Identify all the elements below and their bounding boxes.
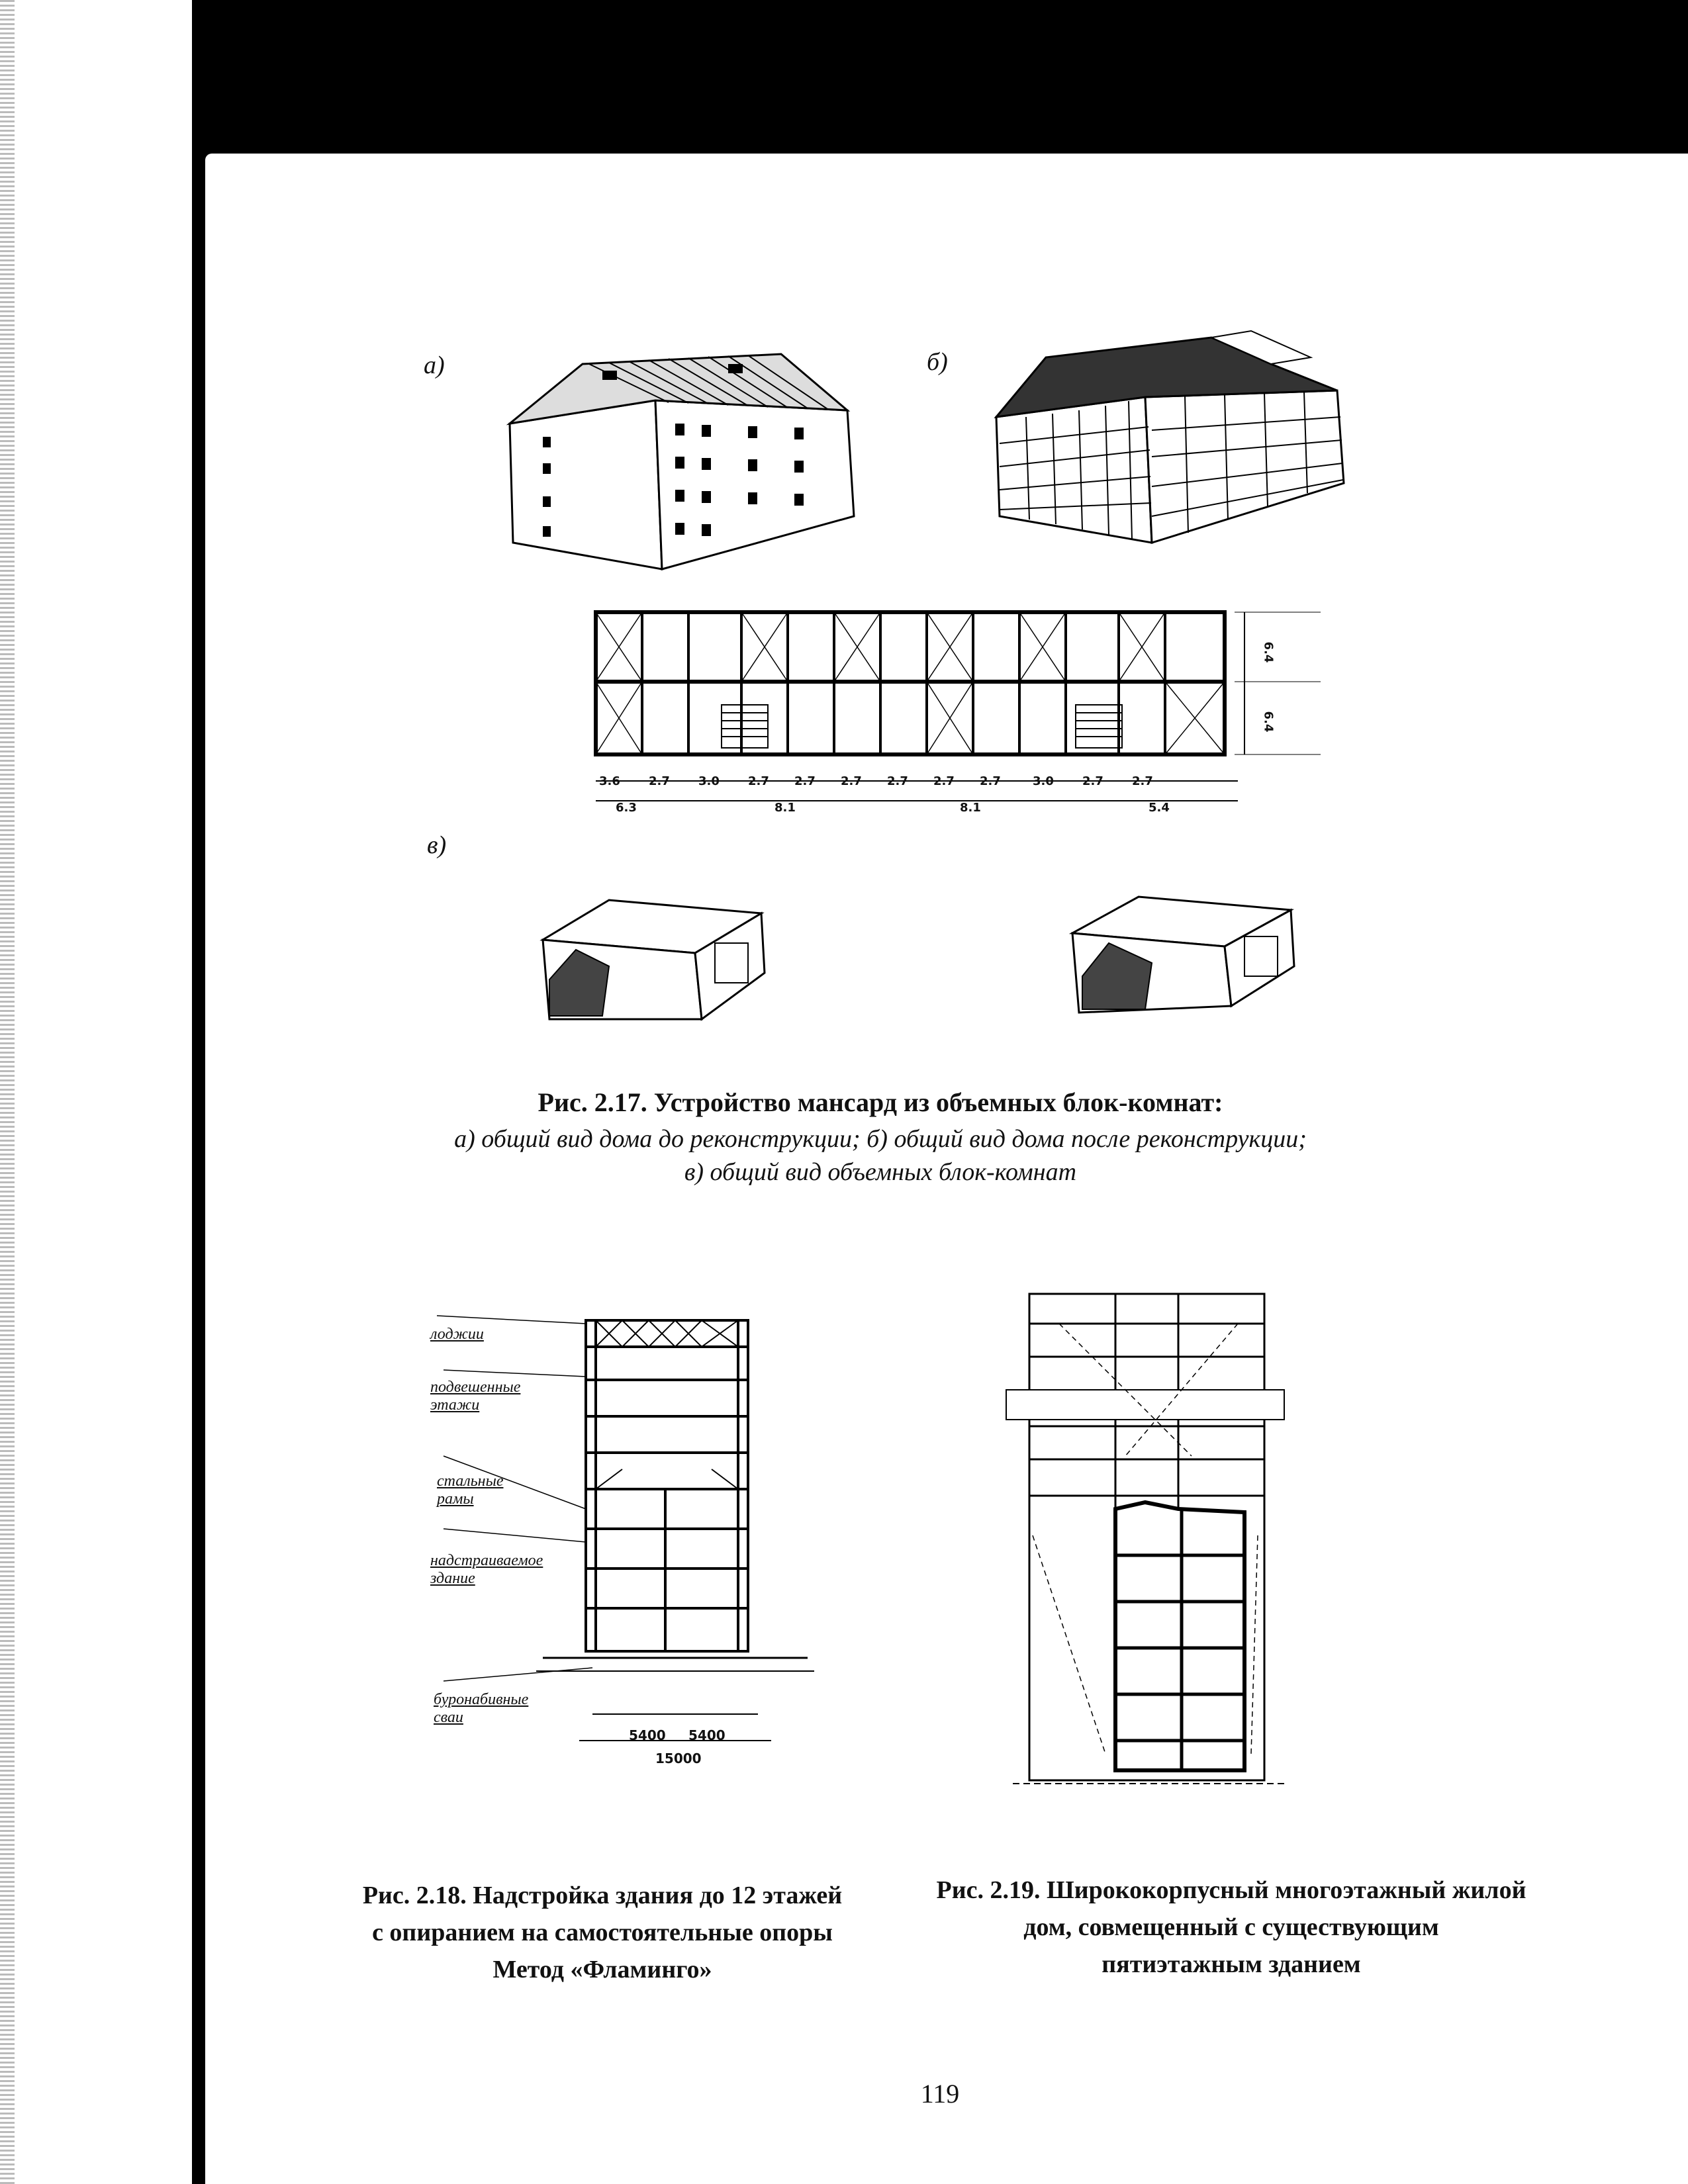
page-number: 119 xyxy=(920,2079,960,2109)
fig217-label-a: а) xyxy=(424,351,445,379)
fig218-caption-line1: Рис. 2.18. Надстройка здания до 12 этажей xyxy=(362,1882,843,1909)
fig218-caption-line2: с опиранием на самостоятельные опоры xyxy=(372,1919,833,1946)
block-room-left-drawing xyxy=(536,880,774,1046)
plan-dim-12: 2.7 xyxy=(1132,774,1153,788)
plan-dim-right-1: 6.4 xyxy=(1261,641,1276,663)
fig217-title: Рис. 2.17. Устройство мансард из объемных блок-комнат: xyxy=(538,1087,1223,1117)
plan-dim-bottom-4: 5.4 xyxy=(1149,801,1170,815)
fig219-caption-line1: Рис. 2.19. Ширококорпусный многоэтажный жилой xyxy=(936,1876,1526,1904)
fig217-label-b: б) xyxy=(927,348,948,376)
plan-dim-9: 2.7 xyxy=(980,774,1001,788)
callout-steel-frames: стальные рамы xyxy=(437,1473,504,1508)
plan-dim-6: 2.7 xyxy=(841,774,862,788)
fig219-caption-line3: пятиэтажным зданием xyxy=(1102,1950,1361,1978)
block-room-right-drawing xyxy=(1066,880,1304,1046)
floor-plan-drawing xyxy=(583,599,1337,824)
fig217-label-v: в) xyxy=(427,831,447,859)
building-before-drawing xyxy=(503,344,874,582)
fig217-subtitle-line1: а) общий вид дома до реконструкции; б) общий вид дома после реконструкции; xyxy=(454,1125,1307,1153)
plan-dim-3: 3.0 xyxy=(698,774,720,788)
plan-dim-8: 2.7 xyxy=(933,774,955,788)
callout-loggias: лоджии xyxy=(430,1326,484,1343)
callout-building-extension: надстраиваемое здание xyxy=(430,1552,543,1587)
fig219-caption-line2: дом, совмещенный с существующим xyxy=(1023,1913,1439,1941)
plan-dim-bottom-3: 8.1 xyxy=(960,801,981,815)
plan-dim-5: 2.7 xyxy=(794,774,816,788)
wide-body-building-drawing xyxy=(927,1291,1403,1820)
page-margin-left xyxy=(0,0,192,2184)
building-after-drawing xyxy=(993,318,1364,549)
plan-dim-11: 2.7 xyxy=(1082,774,1103,788)
fig218-dim-left: 5400 xyxy=(629,1727,666,1743)
callout-suspended-floors: подвешенные этажи xyxy=(430,1379,521,1414)
plan-dim-right-2: 6.4 xyxy=(1261,711,1276,733)
fig218-dim-right: 5400 xyxy=(688,1727,726,1743)
plan-dim-2: 2.7 xyxy=(649,774,670,788)
plan-dim-1: 3.6 xyxy=(599,774,620,788)
plan-dim-10: 3.0 xyxy=(1033,774,1054,788)
plan-dim-bottom-1: 6.3 xyxy=(616,801,637,815)
fig217-subtitle-line2: в) общий вид объемных блок-комнат xyxy=(684,1158,1077,1186)
fig218-dim-total: 15000 xyxy=(655,1751,702,1766)
plan-dim-4: 2.7 xyxy=(748,774,769,788)
plan-dim-7: 2.7 xyxy=(887,774,908,788)
fig218-caption-line3: Метод «Фламинго» xyxy=(492,1956,712,1983)
plan-dim-bottom-2: 8.1 xyxy=(774,801,796,815)
book-edge xyxy=(0,0,15,2184)
callout-bored-piles: буронабивные сваи xyxy=(434,1691,529,1726)
